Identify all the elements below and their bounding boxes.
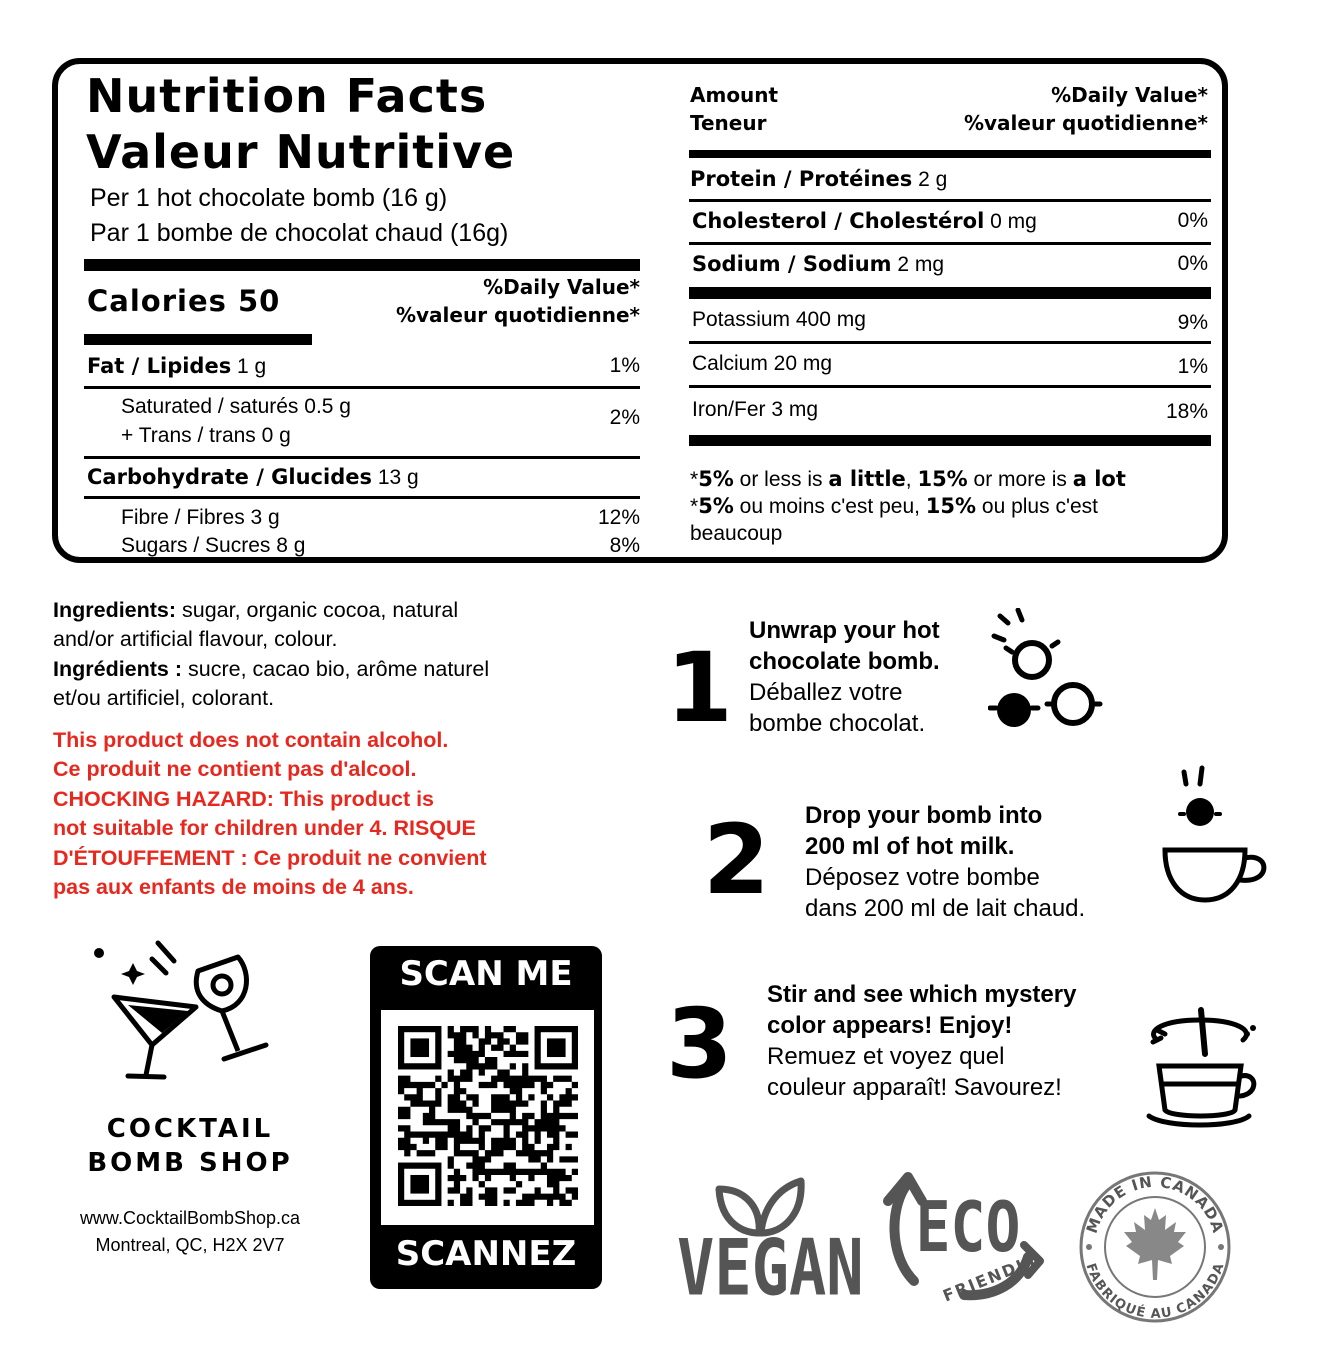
- ingredients-en-2: and/or artificial flavour, colour.: [53, 627, 338, 652]
- saturated-label: Saturated / saturés 0.5 g: [121, 395, 351, 418]
- brand-contact: [40, 1205, 340, 1259]
- divider: [84, 496, 640, 499]
- amount-header: [690, 81, 778, 137]
- warning-line: pas aux enfants de moins de 4 ans.: [53, 875, 414, 900]
- dv-footnote: [690, 466, 1126, 547]
- daily-value-header: [320, 273, 640, 329]
- fn-text: or less is: [733, 468, 829, 491]
- fn-bold: a little: [828, 467, 906, 491]
- warning-line: This product does not contain alcohol.: [53, 728, 449, 752]
- divider: [84, 456, 640, 459]
- cholesterol-label: Cholesterol / Cholestérol: [692, 209, 985, 233]
- ingredients-en-1: [53, 596, 489, 625]
- step-2-fr: Déposez votre bombe: [805, 864, 1040, 891]
- cocktail-glasses-logo-icon: [88, 935, 288, 1095]
- carb-amount: 13 g: [377, 466, 419, 489]
- cholesterol-dv: 0%: [1177, 209, 1208, 232]
- step-2-number: 2: [703, 804, 770, 916]
- brand-name: [80, 1112, 300, 1180]
- step-2-en: Drop your bomb into: [805, 802, 1043, 829]
- unwrap-bomb-icon: [988, 608, 1106, 736]
- footnote-fr: [690, 493, 1126, 520]
- dv-header-fr: %valeur quotidienne*: [395, 303, 640, 327]
- step-3-en: Stir and see which mystery: [767, 981, 1077, 1008]
- eco-label: ECO: [915, 1186, 1021, 1268]
- fn-text: *: [690, 468, 699, 491]
- calories: Calories 50: [87, 284, 281, 318]
- cholesterol-amount: 0 mg: [990, 210, 1037, 233]
- serving-size-en: Per 1 hot chocolate bomb (16 g): [90, 184, 448, 212]
- ingredients-en-label: Ingredients:: [53, 598, 177, 622]
- step-1-text: [749, 615, 940, 739]
- calcium-label: Calcium 20 mg: [692, 352, 833, 375]
- sodium-dv: 0%: [1177, 252, 1208, 275]
- fat-amount: 1 g: [237, 355, 267, 378]
- dv-header-en: %Daily Value*: [1051, 83, 1208, 107]
- calcium-dv: 1%: [1177, 355, 1208, 378]
- sugars-dv: 8%: [609, 534, 640, 557]
- step-3-text: [767, 979, 1076, 1103]
- thick-divider: [689, 150, 1211, 158]
- thick-divider: [689, 435, 1211, 446]
- step-1-fr: bombe chocolat.: [749, 710, 926, 737]
- step-1-number: 1: [666, 632, 733, 744]
- fibre-label: Fibre / Fibres 3 g: [121, 506, 280, 529]
- warning-line: D'ÉTOUFFEMENT : Ce produit ne convient: [53, 845, 487, 870]
- potassium-dv: 9%: [1177, 311, 1208, 334]
- made-in-canada-seal-icon: [1078, 1170, 1232, 1324]
- iron-dv: 18%: [1165, 400, 1208, 423]
- sodium-amount: 2 mg: [897, 253, 945, 276]
- canada-bottom-text: FABRIQUÉ AU CANADA: [1082, 1261, 1228, 1322]
- cup-drop-icon: [1160, 762, 1275, 907]
- divider: [84, 386, 640, 389]
- fat-label: Fat / Lipides: [87, 354, 232, 378]
- dv-header-fr: %valeur quotidienne*: [963, 111, 1208, 135]
- stir-cup-icon: [1145, 1004, 1260, 1132]
- step-3-en: color appears! Enjoy!: [767, 1012, 1013, 1039]
- qr-code-icon: [398, 1026, 578, 1206]
- divider: [689, 199, 1211, 202]
- fn-text: *: [690, 495, 699, 518]
- step-1-fr: Déballez votre: [749, 679, 903, 706]
- thick-divider: [689, 287, 1211, 299]
- nutrition-title-en: Nutrition Facts: [86, 69, 488, 123]
- saturated-dv: 2%: [609, 406, 640, 429]
- iron-label: Iron/Fer 3 mg: [692, 398, 819, 421]
- step-2-fr: dans 200 ml de lait chaud.: [805, 895, 1086, 922]
- protein-row: [690, 167, 947, 192]
- ingredients: [53, 596, 489, 714]
- address: Montreal, QC, H2X 2V7: [95, 1235, 285, 1255]
- website-link[interactable]: www.CocktailBombShop.ca: [79, 1208, 301, 1228]
- fat-row: [87, 354, 266, 379]
- warnings: [53, 726, 487, 902]
- divider: [689, 385, 1211, 388]
- footnote-fr-line2: beaucoup: [690, 522, 783, 545]
- nutrition-title-fr: Valeur Nutritive: [86, 125, 516, 179]
- calories-divider: [84, 334, 312, 345]
- thick-divider: [84, 259, 640, 271]
- step-3-number: 3: [666, 988, 733, 1100]
- cholesterol-row: [692, 209, 1037, 234]
- step-1-en: Unwrap your hot: [749, 617, 940, 644]
- fat-dv: 1%: [609, 354, 640, 377]
- sodium-row: [692, 252, 944, 277]
- warning-line: Ce produit ne contient pas d'alcool.: [53, 757, 417, 782]
- ingredients-fr-label: Ingrédients :: [53, 656, 183, 681]
- dv-header-en: %Daily Value*: [483, 275, 640, 299]
- fn-text: ou moins c'est peu,: [733, 495, 926, 518]
- ingredients-fr-1: [53, 655, 489, 684]
- serving-size-fr: Par 1 bombe de chocolat chaud (16g): [90, 219, 509, 247]
- warning-line: not suitable for children under 4. RISQUE: [53, 816, 476, 841]
- fn-text: ou plus c'est: [976, 495, 1098, 518]
- fn-bold: 15%: [917, 467, 968, 491]
- eco-sub-label: FRIENDLY: [940, 1249, 1042, 1306]
- footnote-en: [690, 466, 1126, 493]
- amount-fr: Teneur: [690, 111, 767, 135]
- divider: [689, 242, 1211, 245]
- amount-en: Amount: [690, 83, 779, 107]
- divider: [689, 341, 1211, 344]
- fn-bold: 5%: [698, 494, 734, 518]
- sodium-label: Sodium / Sodium: [692, 252, 892, 276]
- fn-bold: 5%: [698, 467, 734, 491]
- step-1-en: chocolate bomb.: [749, 648, 940, 675]
- brand-name-line2: BOMB SHOP: [87, 1148, 293, 1178]
- fn-bold: a lot: [1072, 467, 1126, 491]
- step-3-fr: Remuez et voyez quel: [767, 1043, 1005, 1070]
- step-2-text: [805, 800, 1085, 924]
- fn-text: or more is: [967, 468, 1073, 491]
- step-3-fr: couleur apparaît! Savourez!: [767, 1074, 1062, 1101]
- carb-row: [87, 465, 419, 490]
- protein-amount: 2 g: [918, 168, 948, 191]
- fibre-dv: 12%: [597, 506, 640, 529]
- fn-bold: 15%: [925, 494, 977, 518]
- potassium-label: Potassium 400 mg: [692, 308, 866, 331]
- canada-top-text: MADE IN CANADA: [1082, 1172, 1228, 1236]
- ingredients-fr-text: sucre, cacao bio, arôme naturel: [182, 656, 490, 681]
- trans-label: + Trans / trans 0 g: [121, 424, 291, 447]
- scan-me-label: SCAN ME: [399, 954, 573, 994]
- sugars-label: Sugars / Sucres 8 g: [121, 534, 306, 557]
- brand-name-line1: COCKTAIL: [106, 1114, 274, 1144]
- protein-label: Protein / Protéines: [690, 167, 913, 191]
- carb-label: Carbohydrate / Glucides: [87, 465, 372, 489]
- scannez-label: SCANNEZ: [395, 1234, 577, 1274]
- vegan-badge: VEGAN: [677, 1222, 864, 1314]
- warning-line: CHOCKING HAZARD: This product is: [53, 786, 435, 811]
- step-2-en: 200 ml of hot milk.: [805, 833, 1015, 860]
- ingredients-en-text: sugar, organic cocoa, natural: [176, 598, 459, 622]
- ingredients-fr-2: et/ou artificiel, colorant.: [53, 686, 275, 711]
- fn-text: ,: [905, 468, 918, 491]
- daily-value-header-right: [860, 81, 1208, 137]
